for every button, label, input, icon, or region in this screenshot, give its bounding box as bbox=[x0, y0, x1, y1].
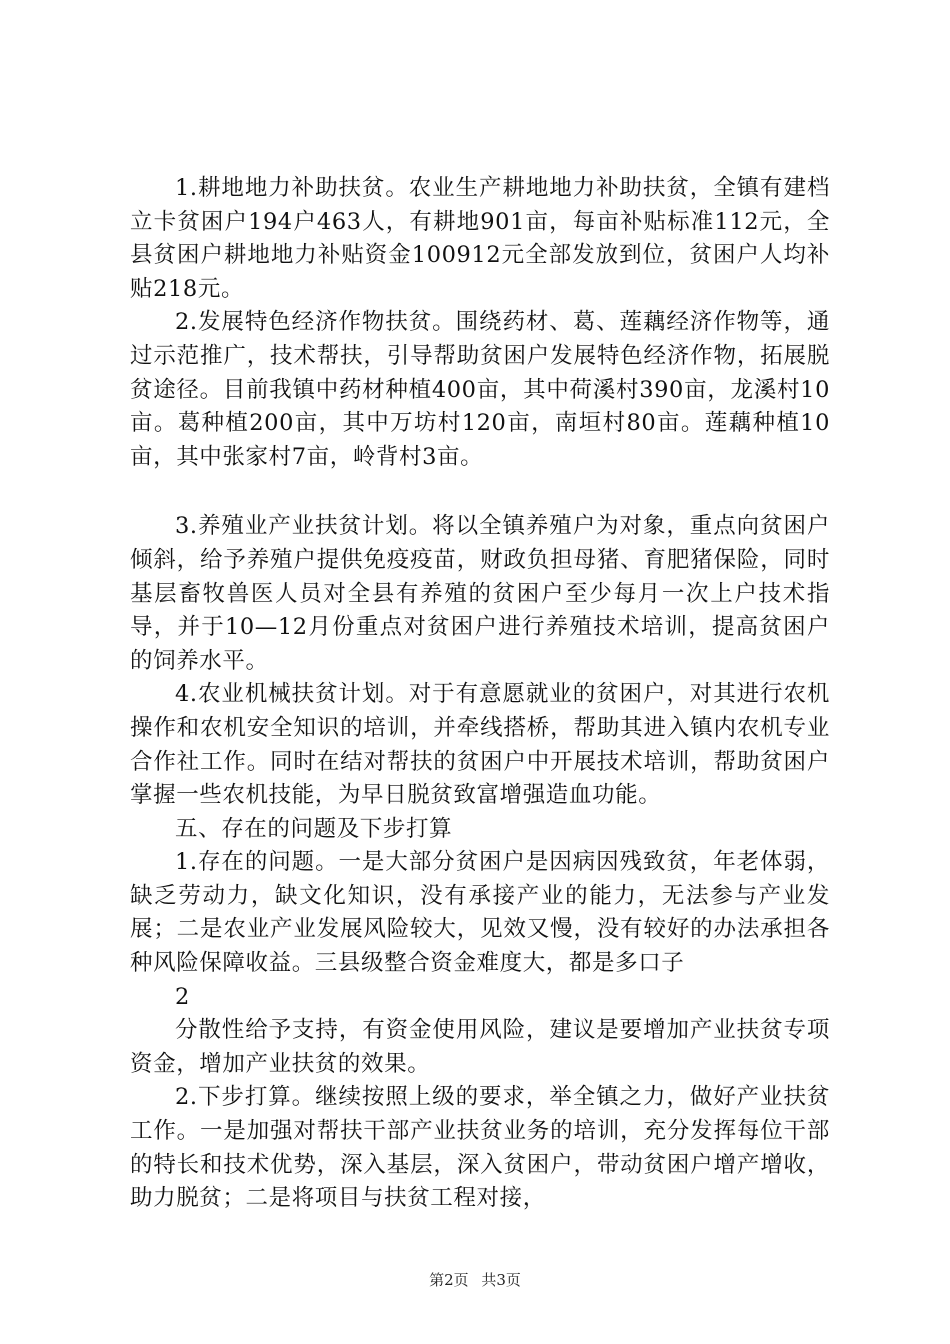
paragraph-existing-problems: 1.存在的问题。一是大部分贫困户是因病因残致贫，年老体弱，缺乏劳动力，缺文化知识，没有承接产业的能力，无法参与产业发展；二是农业产业发展风险较大，见效又慢，没有较好的办法承担各种风险保障收益。三县级整合资金难度大，都是多口子 bbox=[130, 849, 830, 977]
inline-page-number: 2 bbox=[175, 983, 190, 1010]
footer-page-number: 第2页 bbox=[429, 1271, 469, 1289]
paragraph-continuation: 分散性给予支持，有资金使用风险，建议是要增加产业扶贫专项资金，增加产业扶贫的效果。 bbox=[130, 1017, 830, 1077]
paragraph-breeding-plan: 3.养殖业产业扶贫计划。将以全镇养殖户为对象，重点向贫困户倾斜，给予养殖户提供免疫疫苗，财政负担母猪、育肥猪保险，同时基层畜牧兽医人员对全县有养殖的贫困户至少每月一次上户技术指导，并于10—12月份重点对贫困户进行养殖技术培训，提高贫困户的饲养水平。 bbox=[130, 513, 830, 674]
footer-total-pages: 共3页 bbox=[481, 1271, 521, 1289]
section-heading-problems-plans: 五、存在的问题及下步打算 bbox=[175, 815, 453, 842]
paragraph-cash-crops: 2.发展特色经济作物扶贫。围绕药材、葛、莲藕经济作物等，通过示范推广，技术帮扶，引导帮助贫困户发展特色经济作物，拓展脱贫途径。目前我镇中药材种植400亩，其中荷溪村390亩，龙溪村10亩。葛种植200亩，其中万坊村120亩，南垣村80亩。莲藕种植10亩，其中张家村7亩，岭背村3亩。 bbox=[130, 309, 830, 470]
paragraph-next-steps: 2.下步打算。继续按照上级的要求，举全镇之力，做好产业扶贫工作。一是加强对帮扶干部产业扶贫业务的培训，充分发挥每位干部的特长和技术优势，深入基层，深入贫困户，带动贫困户增产增收，助力脱贫；二是将项目与扶贫工程对接， bbox=[130, 1084, 830, 1212]
document-body bbox=[130, 172, 830, 1216]
paragraph-farmland-subsidy: 1.耕地地力补助扶贫。农业生产耕地地力补助扶贫，全镇有建档立卡贫困户194户463人，有耕地901亩，每亩补贴标准112元，全县贫困户耕地地力补贴资金100912元全部发放到位，贫困户人均补贴218元。 bbox=[130, 175, 830, 302]
page-footer bbox=[0, 1270, 950, 1290]
paragraph-machinery-plan: 4.农业机械扶贫计划。对于有意愿就业的贫困户，对其进行农机操作和农机安全知识的培训，并牵线搭桥，帮助其进入镇内农机专业合作社工作。同时在结对帮扶的贫困户中开展技术培训，帮助贫困户掌握一些农机技能，为早日脱贫致富增强造血功能。 bbox=[130, 681, 830, 809]
